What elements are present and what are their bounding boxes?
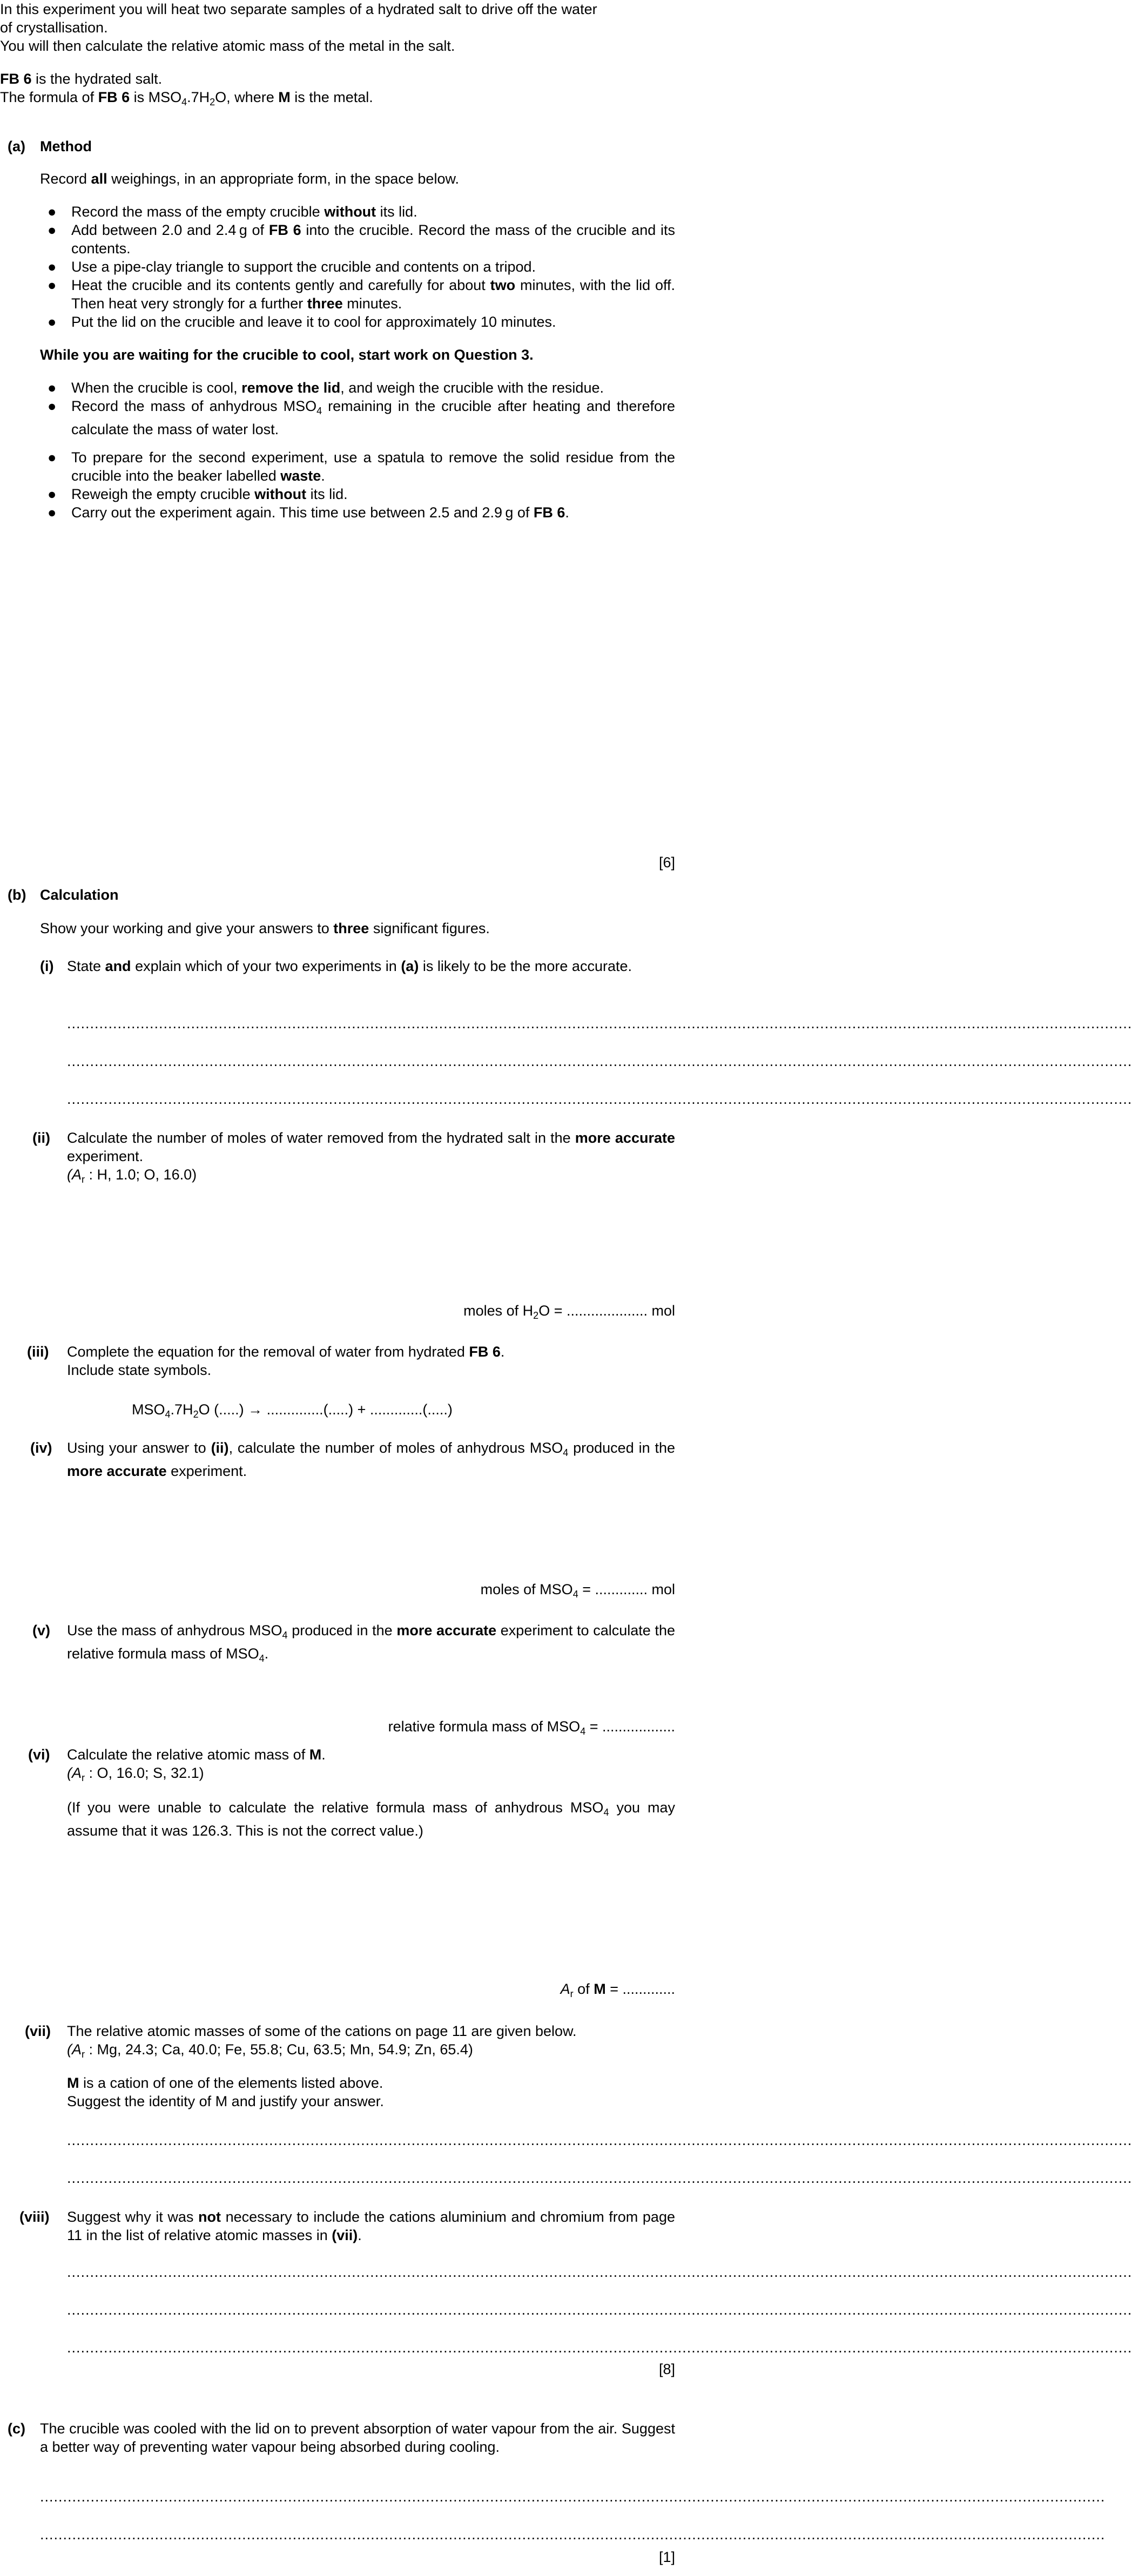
question-iv-label: (iv) [30,1440,52,1456]
intro-formula: The formula of FB 6 is $MSO_4.7H_2O$, where M is the metal. [0,89,373,107]
question-vii-text: The relative atomic masses of some of the cations on page 11 are given below. [67,2023,577,2039]
part-b-marks: [8] [658,2361,675,2377]
part-c-text: The crucible was cooled with the lid on to prevent absorption of water vapour from the air. Suggest a better way of preventing water vapour being absorbed during cooling. [40,2420,675,2455]
question-vi-label: (vi) [28,1746,50,1763]
intro-line-2: of crystallisation. [0,19,108,36]
part-b-instruction: Show your working and give your answers to three significant figures. [40,920,490,936]
part-a-record-instruction: Record all weighings, in an appropriate form, in the space below. [40,171,459,187]
question-i-text: State and explain which of your two experiments in (a) is likely to be the more accurate. [67,958,632,974]
answer-line[interactable]: ........................................................................................................................................................................................................................................ [67,2132,1132,2148]
question-viii-label: (viii) [19,2209,50,2225]
question-ii-ar: ($A_r$ : H, 1.0; O, 16.0) [67,1166,197,1185]
moles-water-answer[interactable]: moles of $H_2O$ = .................... mol [463,1303,675,1321]
answer-line[interactable]: ........................................................................................................................................................................................................................................ [67,2339,1132,2356]
answer-line[interactable]: ........................................................................................................................................................................................................................................ [67,2264,1132,2280]
answer-line[interactable]: ........................................................................................................................................................................................................................................ [67,1053,1132,1069]
part-c-marks: [1] [658,2549,675,2565]
answer-line[interactable]: ........................................................................................................................................................................................................................................ [67,1015,1132,1031]
question-vi-note: (If you were unable to calculate the relative formula mass of anhydrous $MSO_4$ you may assume that it was 126.3. This is not the correct value.) [67,1799,675,1839]
intro-line-3: You will then calculate the relative atomic mass of the metal in the salt. [0,38,455,54]
question-ii-label: (ii) [32,1130,50,1146]
answer-line[interactable]: ........................................................................................................................................................................................................................................ [67,2170,1132,2186]
question-vii-ar: ($A_r$ : Mg, 24.3; Ca, 40.0; Fe, 55.8; Cu, 63.5; Mn, 54.9; Zn, 65.4) [67,2041,473,2060]
question-ii-text: Calculate the number of moles of water removed from the hydrated salt in the more accurate experiment. [67,1130,675,1164]
part-a-heading: Method [40,138,92,154]
part-a-label: (a) [8,138,25,154]
question-viii-text: Suggest why it was not necessary to include the cations aluminium and chromium from page 11 in the list of relative atomic masses in (vii). [67,2209,675,2243]
question-vii-text-3: Suggest the identity of M and justify your answer. [67,2093,384,2109]
answer-line[interactable]: ........................................................................................................................................................................................................................................ [40,2489,1106,2505]
intro-line-1: In this experiment you will heat two separate samples of a hydrated salt to drive off the water [0,1,597,17]
intro-fb6-hydrated: FB 6 is the hydrated salt. [0,71,163,87]
answer-line[interactable]: ........................................................................................................................................................................................................................................ [67,1091,1132,1107]
moles-mso4-answer[interactable]: moles of $MSO_4$ = ............. mol [480,1581,675,1600]
question-vii-text-2: M is a cation of one of the elements listed above. [67,2075,383,2091]
answer-line[interactable]: ........................................................................................................................................................................................................................................ [67,2302,1132,2318]
question-v-text: Use the mass of anhydrous $MSO_4$ produced in the more accurate experiment to calculate the relative formula mass of $MSO_4$. [67,1622,675,1664]
ar-of-m-answer[interactable]: $A_r$ of M = ............. [560,1981,675,1999]
answer-line[interactable]: ........................................................................................................................................................................................................................................ [40,2526,1106,2543]
equation-line[interactable]: $MSO_4.7H_2O$ (.....) → ..............(.....) + .............(.....) [132,1401,453,1420]
part-b-heading: Calculation [40,887,119,903]
question-v-label: (v) [32,1622,50,1638]
question-vi-ar: ($A_r$ : O, 16.0; S, 32.1) [67,1765,204,1783]
question-vi-text: Calculate the relative atomic mass of M. [67,1746,326,1763]
formula-mass-answer[interactable]: relative formula mass of $MSO_4$ = .................. [388,1718,675,1737]
waiting-instruction: While you are waiting for the crucible to cool, start work on Question 3. [40,347,534,363]
question-i-label: (i) [40,958,54,974]
question-iii-label: (iii) [27,1344,49,1360]
question-iii-text: Complete the equation for the removal of water from hydrated FB 6. [67,1344,505,1360]
question-vii-label: (vii) [25,2023,51,2039]
question-iii-text-2: Include state symbols. [67,1362,212,1378]
part-b-label: (b) [8,887,26,903]
question-iv-text: Using your answer to (ii), calculate the number of moles of anhydrous $MSO_4$ produced in the more accurate experiment. [67,1440,675,1479]
part-a-marks: [6] [658,854,675,871]
part-c-label: (c) [8,2420,25,2437]
